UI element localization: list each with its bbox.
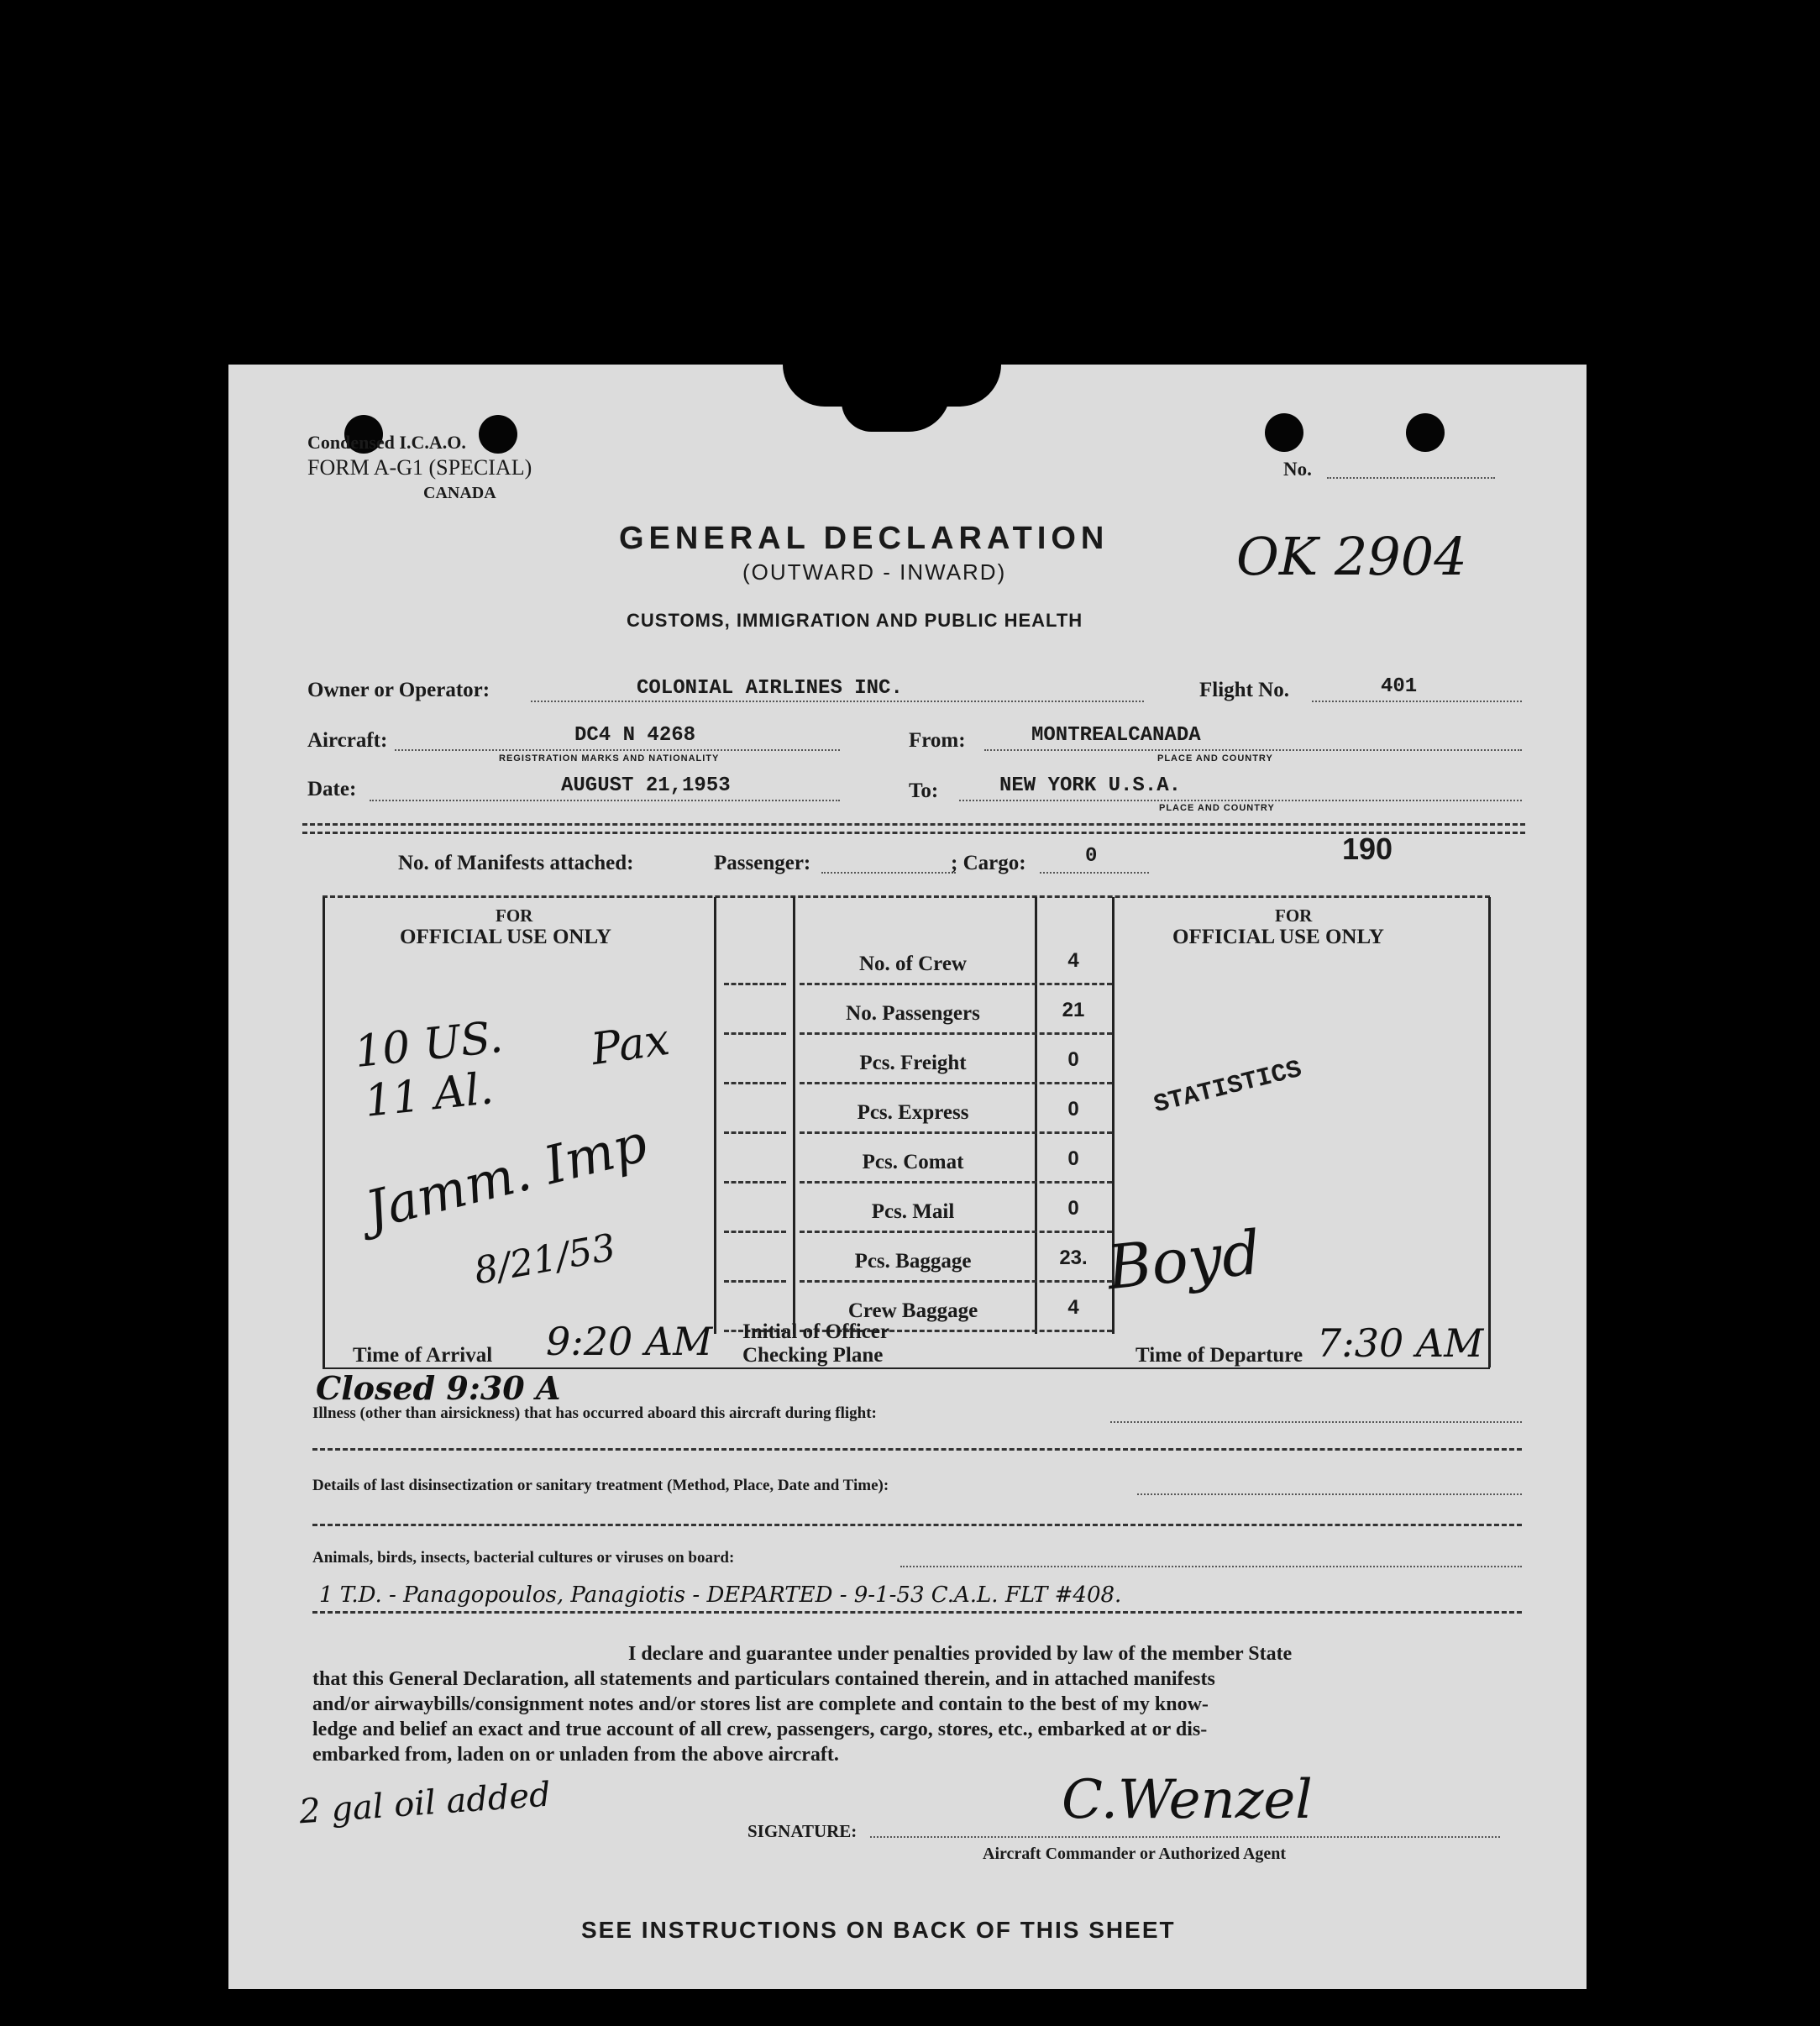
notes-signature: Jamm. Imp bbox=[359, 1111, 653, 1241]
initial-label-1: Initial of Officer bbox=[742, 1320, 889, 1343]
table-row-label: Pcs. Freight bbox=[859, 1052, 967, 1074]
date-value: AUGUST 21,1953 bbox=[561, 774, 731, 797]
statistics-stamp: STATISTICS bbox=[1151, 1055, 1305, 1121]
cargo-label: ; Cargo: bbox=[951, 852, 1026, 874]
handwritten-number: OK 2904 bbox=[1236, 526, 1467, 587]
signature-label: SIGNATURE: bbox=[747, 1821, 858, 1841]
animals-handwritten: 1 T.D. - Panagopoulos, Panagiotis - DEPARTED - 9-1-53 C.A.L. FLT #408. bbox=[319, 1582, 1122, 1608]
table-row-label: Pcs. Baggage bbox=[854, 1250, 972, 1273]
left-official: OFFICIAL USE ONLY bbox=[400, 926, 611, 948]
rule bbox=[312, 1448, 1522, 1451]
margin-note: 2 gal oil added bbox=[297, 1775, 553, 1832]
disinsect-label: Details of last disinsectization or sanitary treatment (Method, Place, Date and Time): bbox=[312, 1477, 889, 1494]
table-row-rule bbox=[800, 1280, 1112, 1283]
cargo-value: 0 bbox=[1085, 845, 1098, 868]
table-row-rule bbox=[724, 1082, 786, 1084]
declaration-sheet bbox=[228, 365, 1587, 1989]
notes-date: 8/21/53 bbox=[470, 1226, 619, 1294]
notes-line2: 11 Al. bbox=[362, 1063, 496, 1127]
table-row-rule bbox=[724, 1280, 786, 1283]
signature-value: C.Wenzel bbox=[1062, 1769, 1313, 1831]
time-departure-label: Time of Departure bbox=[1136, 1344, 1303, 1367]
footer-instructions: SEE INSTRUCTIONS ON BACK OF THIS SHEET bbox=[581, 1917, 1176, 1943]
declaration-line2: that this General Declaration, all statements and particulars contained therein, and in attached manifests bbox=[312, 1668, 1215, 1690]
table-row-rule bbox=[800, 983, 1112, 985]
page-title: GENERAL DECLARATION bbox=[619, 521, 1109, 556]
date-line bbox=[370, 800, 840, 801]
table-row-value: 21 bbox=[1062, 999, 1085, 1021]
notes-line1: 10 US. bbox=[352, 1011, 506, 1079]
owner-line bbox=[531, 701, 1144, 702]
rule bbox=[312, 1524, 1522, 1526]
animals-line bbox=[900, 1566, 1522, 1567]
owner-label: Owner or Operator: bbox=[307, 679, 490, 701]
from-line bbox=[984, 749, 1522, 751]
table-row-label: No. Passengers bbox=[846, 1002, 980, 1025]
aircraft-line bbox=[395, 749, 840, 751]
punch-hole bbox=[1265, 413, 1303, 452]
to-value: NEW YORK U.S.A. bbox=[999, 774, 1182, 797]
flight-line bbox=[1312, 701, 1522, 702]
table-row-rule bbox=[724, 1032, 786, 1035]
notes-pax: Pax bbox=[588, 1014, 673, 1076]
form-line1: Condensed I.C.A.O. bbox=[307, 432, 466, 453]
form-code: FORM A-G1 (SPECIAL) bbox=[307, 455, 532, 480]
table-left bbox=[323, 897, 325, 1367]
signature-caption: Aircraft Commander or Authorized Agent bbox=[983, 1845, 1287, 1863]
table-row-rule bbox=[724, 983, 786, 985]
declaration-line5: embarked from, laden on or unladen from the above aircraft. bbox=[312, 1744, 839, 1766]
animals-label: Animals, birds, insects, bacterial cultures or viruses on board: bbox=[312, 1549, 735, 1567]
cargo-line bbox=[1040, 872, 1149, 874]
from-caption: PLACE AND COUNTRY bbox=[1157, 753, 1273, 764]
time-arrival-label: Time of Arrival bbox=[353, 1344, 493, 1367]
table-row-rule bbox=[724, 1181, 786, 1184]
illness-label: Illness (other than airsickness) that has occurred aboard this aircraft during flight: bbox=[312, 1404, 877, 1422]
manifests-label: No. of Manifests attached: bbox=[398, 852, 634, 874]
table-row-rule bbox=[800, 1181, 1112, 1184]
to-line bbox=[959, 800, 1522, 801]
disinsect-line bbox=[1137, 1493, 1522, 1495]
signature-line bbox=[870, 1836, 1500, 1838]
table-row-value: 23. bbox=[1059, 1247, 1088, 1269]
initial-label-2: Checking Plane bbox=[742, 1344, 884, 1367]
table-row-rule bbox=[724, 1131, 786, 1134]
punch-hole bbox=[1406, 413, 1445, 452]
table-row-value: 0 bbox=[1067, 1197, 1079, 1220]
table-row-label: No. of Crew bbox=[859, 953, 967, 975]
table-row-rule bbox=[724, 1231, 786, 1233]
table-divider bbox=[1035, 897, 1037, 1334]
aircraft-label: Aircraft: bbox=[307, 729, 388, 752]
declaration-line1: I declare and guarantee under penalties provided by law of the member State bbox=[628, 1643, 1293, 1665]
table-right bbox=[1488, 897, 1491, 1367]
flight-label: Flight No. bbox=[1199, 679, 1289, 701]
table-row-label: Pcs. Mail bbox=[871, 1200, 955, 1223]
aircraft-value: DC4 N 4268 bbox=[574, 724, 696, 747]
table-row-rule bbox=[800, 1231, 1112, 1233]
illness-line bbox=[1110, 1421, 1522, 1423]
table-row-label: Pcs. Comat bbox=[862, 1151, 964, 1173]
form-no-label: No. bbox=[1283, 459, 1312, 480]
table-row-rule bbox=[800, 1082, 1112, 1084]
table-row-value: 4 bbox=[1067, 949, 1079, 972]
passenger-label: Passenger: bbox=[714, 852, 811, 874]
punch-hole bbox=[479, 415, 517, 454]
time-departure-value: 7:30 AM bbox=[1317, 1320, 1484, 1366]
right-official: OFFICIAL USE ONLY bbox=[1172, 926, 1384, 948]
from-value: MONTREALCANADA bbox=[1031, 724, 1201, 747]
table-divider bbox=[714, 897, 716, 1334]
closed-note: Closed 9:30 A bbox=[316, 1369, 561, 1407]
table-row-value: 0 bbox=[1067, 1098, 1079, 1121]
table-row-rule bbox=[800, 1131, 1112, 1134]
table-row-value: 0 bbox=[1067, 1048, 1079, 1071]
table-row-rule bbox=[800, 1032, 1112, 1035]
page-subheading: CUSTOMS, IMMIGRATION AND PUBLIC HEALTH bbox=[627, 610, 1083, 631]
from-label: From: bbox=[909, 729, 966, 752]
table-row-label: Pcs. Express bbox=[857, 1101, 969, 1124]
to-label: To: bbox=[909, 779, 939, 802]
stamp-number: 190 bbox=[1342, 832, 1393, 866]
to-caption: PLACE AND COUNTRY bbox=[1159, 803, 1275, 813]
time-arrival-value: 9:20 AM bbox=[546, 1319, 713, 1364]
right-for: FOR bbox=[1275, 905, 1313, 926]
table-row-value: 4 bbox=[1067, 1296, 1079, 1319]
declaration-line3: and/or airwaybills/consignment notes and/or stores list are complete and contain to the best of my know- bbox=[312, 1693, 1209, 1715]
passenger-line bbox=[821, 872, 956, 874]
owner-value: COLONIAL AIRLINES INC. bbox=[637, 677, 903, 700]
table-row-value: 0 bbox=[1067, 1147, 1079, 1170]
table-top bbox=[323, 895, 1490, 898]
officer-initials: Boyd bbox=[1104, 1216, 1264, 1304]
left-for: FOR bbox=[496, 905, 533, 926]
page-subtitle: (OUTWARD - INWARD) bbox=[742, 559, 1007, 585]
form-country: CANADA bbox=[423, 484, 496, 502]
date-label: Date: bbox=[307, 778, 357, 800]
table-row-label: Crew Baggage bbox=[847, 1299, 978, 1322]
form-no-line bbox=[1327, 477, 1495, 479]
table-divider bbox=[793, 897, 795, 1334]
torn-edge bbox=[842, 390, 951, 432]
rule bbox=[312, 1611, 1522, 1614]
declaration-line4: ledge and belief an exact and true account of all crew, passengers, cargo, stores, etc., embarked at or dis- bbox=[312, 1719, 1208, 1740]
flight-value: 401 bbox=[1381, 675, 1418, 698]
aircraft-caption: REGISTRATION MARKS AND NATIONALITY bbox=[499, 753, 720, 764]
divider bbox=[302, 823, 1525, 826]
